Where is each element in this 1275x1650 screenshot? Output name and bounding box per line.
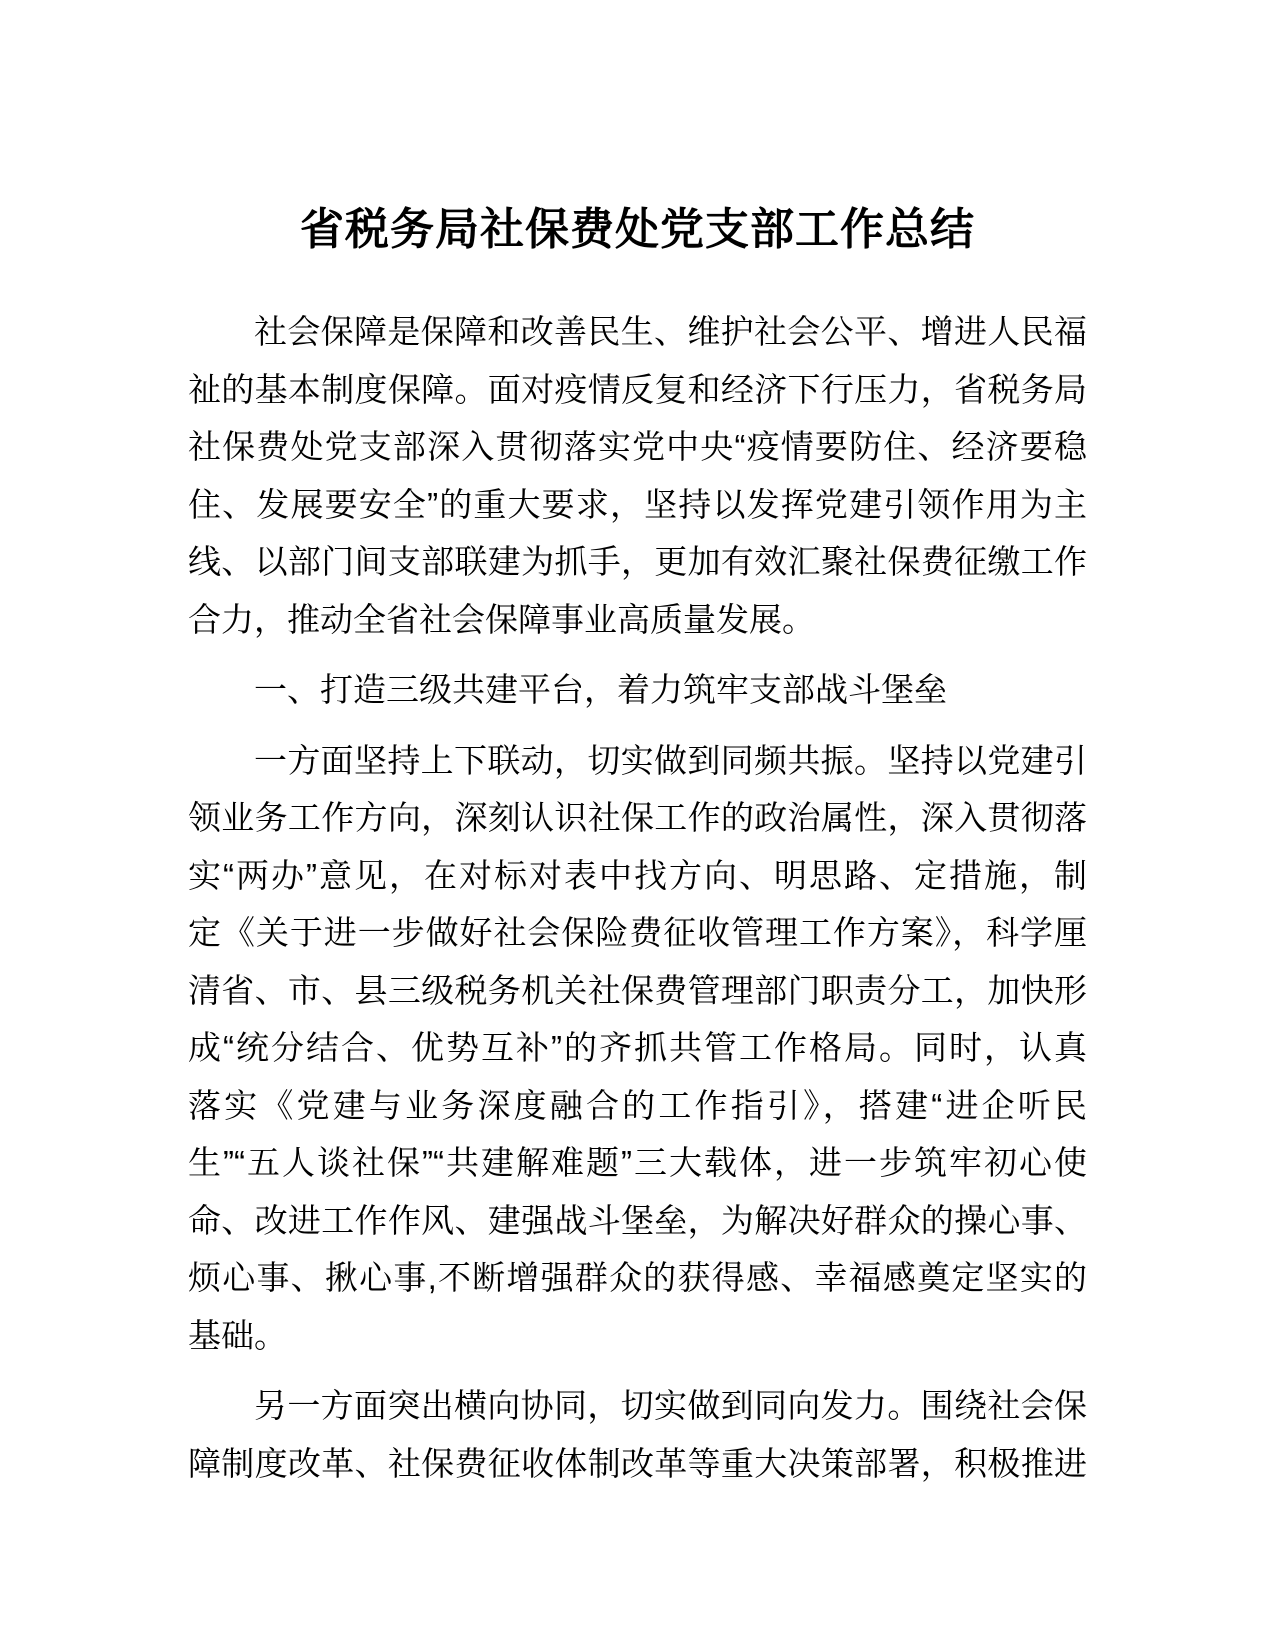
paragraph-line: 命、改进工作作风、建强战斗堡垒，为解决好群众的操心事、 bbox=[188, 1201, 1087, 1239]
paragraph-line: 烦心事、揪心事,不断增强群众的获得感、幸福感奠定坚实的 bbox=[188, 1259, 1087, 1296]
paragraph-line: 线、以部门间支部联建为抓手，更加有效汇聚社保费征缴工作 bbox=[188, 543, 1087, 580]
document-content bbox=[188, 200, 1087, 1492]
paragraph-line: 另一方面突出横向协同，切实做到同向发力。围绕社会保 bbox=[254, 1387, 1087, 1424]
paragraph-line: 定《关于进一步做好社会保险费征收管理工作方案》，科学厘 bbox=[188, 914, 1087, 951]
paragraph-line: 落实《党建与业务深度融合的工作指引》，搭建“进企听民 bbox=[188, 1086, 1087, 1124]
paragraph-line: 实“两办”意见，在对标对表中找方向、明思路、定措施，制 bbox=[188, 856, 1087, 894]
paragraph-line: 社保费处党支部深入贯彻落实党中央“疫情要防住、经济要稳 bbox=[188, 428, 1087, 465]
paragraph-line: 领业务工作方向，深刻认识社保工作的政治属性，深入贯彻落 bbox=[188, 799, 1087, 836]
paragraph-2 bbox=[188, 732, 1087, 1365]
paragraph-line: 一方面坚持上下联动，切实做到同频共振。坚持以党建引 bbox=[254, 741, 1087, 779]
paragraph-1 bbox=[188, 303, 1087, 648]
section-heading-1 bbox=[188, 661, 1087, 719]
paragraph-line: 障制度改革、社保费征收体制改革等重大决策部署，积极推进 bbox=[188, 1444, 1087, 1482]
document-title: 省税务局社保费处党支部工作总结 bbox=[300, 205, 975, 254]
paragraph-line: 祉的基本制度保障。面对疫情反复和经济下行压力，省税务局 bbox=[188, 370, 1087, 408]
section-heading-text: 一、打造三级共建平台，着力筑牢支部战斗堡垒 bbox=[254, 671, 947, 708]
paragraph-line: 基础。 bbox=[188, 1316, 287, 1354]
paragraph-line: 清省、市、县三级税务机关社保费管理部门职责分工，加快形 bbox=[188, 971, 1087, 1009]
paragraph-line: 住、发展要安全”的重大要求，坚持以发挥党建引领作用为主 bbox=[188, 485, 1087, 523]
paragraph-line: 生”“五人谈社保”“共建解难题”三大载体，进一步筑牢初心使 bbox=[188, 1144, 1087, 1181]
paragraph-line: 合力，推动全省社会保障事业高质量发展。 bbox=[188, 600, 815, 638]
paragraph-3 bbox=[188, 1377, 1087, 1492]
paragraph-line: 社会保障是保障和改善民生、维护社会公平、增进人民福 bbox=[254, 313, 1087, 350]
paragraph-line: 成“统分结合、优势互补”的齐抓共管工作格局。同时，认真 bbox=[188, 1029, 1087, 1066]
